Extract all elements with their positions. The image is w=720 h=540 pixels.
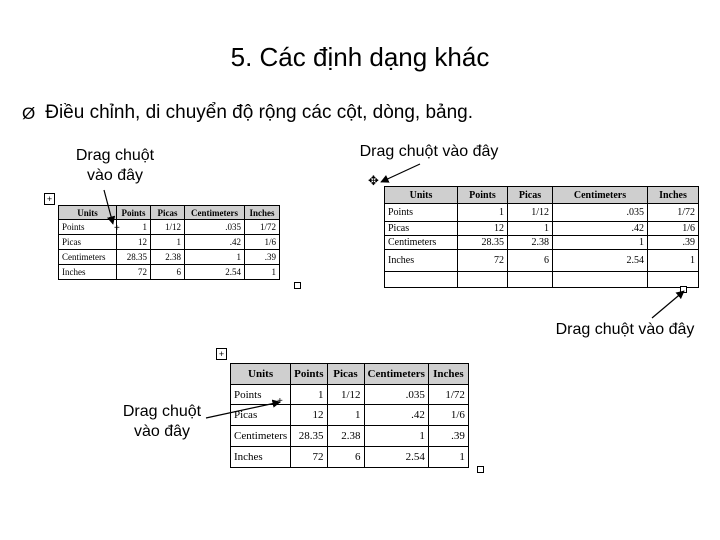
table-header-cell: Units xyxy=(231,364,291,385)
table-cell: 1 xyxy=(327,405,364,426)
table-cell: 1/72 xyxy=(245,220,280,235)
table-header-cell: Inches xyxy=(245,206,280,220)
arrow-table-resize xyxy=(652,291,684,318)
table-cell: .39 xyxy=(245,250,280,265)
table-header-cell: Points xyxy=(117,206,151,220)
table-cell: 1/72 xyxy=(428,385,468,405)
table-cell: Centimeters xyxy=(59,250,117,265)
table-cell: 1/12 xyxy=(508,204,553,222)
table-cell: Points xyxy=(231,385,291,405)
table-cell: 12 xyxy=(458,222,508,236)
table-header-cell: Picas xyxy=(327,364,364,385)
table-cell: 28.35 xyxy=(117,250,151,265)
label-table-move: Drag chuột vào đây xyxy=(359,143,499,160)
table-cell: Centimeters xyxy=(385,236,458,250)
table-header-cell: Centimeters xyxy=(553,187,648,204)
table-header-cell: Points xyxy=(291,364,327,385)
slide-title: 5. Các định dạng khác xyxy=(230,42,490,72)
table-cell: 2.54 xyxy=(553,250,648,272)
table-cell: .035 xyxy=(185,220,245,235)
table-cell: 1/6 xyxy=(648,222,699,236)
arrow-table-move xyxy=(381,164,420,182)
table-cell: Inches xyxy=(385,250,458,272)
table-cell: Picas xyxy=(231,405,291,426)
arrow-row-drag xyxy=(206,402,280,418)
table-cell: 1 xyxy=(364,426,428,447)
table-header-cell: Picas xyxy=(508,187,553,204)
table-cell: 6 xyxy=(508,250,553,272)
table-cell: 1/12 xyxy=(151,220,185,235)
label-column-drag-line2: vào đây xyxy=(86,167,144,184)
table-cell: Picas xyxy=(59,235,117,250)
table-cell: 2.38 xyxy=(508,236,553,250)
table-cell: 1/6 xyxy=(428,405,468,426)
label-row-drag-line1: Drag chuột xyxy=(122,403,202,420)
table-cell: Inches xyxy=(231,447,291,468)
table-cell: .39 xyxy=(648,236,699,250)
label-row-drag-line2: vào đây xyxy=(133,423,191,440)
table-cell: 1/6 xyxy=(245,235,280,250)
table-cell: 2.54 xyxy=(364,447,428,468)
arrow-bullet-icon: Ø xyxy=(22,103,36,123)
table-cell: Points xyxy=(59,220,117,235)
table-header-cell: Inches xyxy=(648,187,699,204)
table-header-cell: Units xyxy=(59,206,117,220)
table-cell: 1 xyxy=(553,236,648,250)
table-cell: 1/12 xyxy=(327,385,364,405)
table-cell: Points xyxy=(385,204,458,222)
table-cell: 1 xyxy=(508,222,553,236)
column-resize-cursor-icon: + xyxy=(114,223,120,234)
table-cell: 1 xyxy=(185,250,245,265)
table-cell: 2.54 xyxy=(185,265,245,280)
table-cell: 2.38 xyxy=(327,426,364,447)
table-header-cell: Inches xyxy=(428,364,468,385)
table-cell: 6 xyxy=(151,265,185,280)
table-cell: 28.35 xyxy=(291,426,327,447)
table-cell: 1 xyxy=(428,447,468,468)
table-cell: 6 xyxy=(327,447,364,468)
table-cell: .42 xyxy=(364,405,428,426)
table-cell: 1 xyxy=(117,220,151,235)
row-resize-cursor-icon: + xyxy=(277,396,283,407)
table-cell: .42 xyxy=(185,235,245,250)
table-cell: 1 xyxy=(151,235,185,250)
arrow-column-drag xyxy=(104,190,113,224)
bullet-text: Điều chỉnh, di chuyển độ rộng các cột, dòng, bảng. xyxy=(45,102,474,123)
table-cell: 1 xyxy=(648,250,699,272)
table-cell: 72 xyxy=(291,447,327,468)
table-move-handle-3[interactable]: + xyxy=(216,348,227,360)
table-cell: .42 xyxy=(553,222,648,236)
table-cell: 1/72 xyxy=(648,204,699,222)
table-cell: Centimeters xyxy=(231,426,291,447)
table-cell: 72 xyxy=(458,250,508,272)
table-cell: 72 xyxy=(117,265,151,280)
table-header-cell: Points xyxy=(458,187,508,204)
table-header-cell: Centimeters xyxy=(185,206,245,220)
table-header-cell: Centimeters xyxy=(364,364,428,385)
table-cell: 28.35 xyxy=(458,236,508,250)
table-cell: 12 xyxy=(291,405,327,426)
table-cell: .39 xyxy=(428,426,468,447)
table-cell: Inches xyxy=(59,265,117,280)
table-header-cell: Picas xyxy=(151,206,185,220)
table-cell: 1 xyxy=(458,204,508,222)
table-cell: 2.38 xyxy=(151,250,185,265)
table-cell: .035 xyxy=(553,204,648,222)
table-cell: Picas xyxy=(385,222,458,236)
table-cell: 1 xyxy=(245,265,280,280)
move-cursor-icon: ✥ xyxy=(368,173,379,188)
label-column-drag-line1: Drag chuột xyxy=(75,147,155,164)
label-table-resize: Drag chuột vào đây xyxy=(555,321,695,338)
table-move-handle-1[interactable]: + xyxy=(44,193,55,205)
table-cell: 12 xyxy=(117,235,151,250)
table-cell: 1 xyxy=(291,385,327,405)
table-cell: .035 xyxy=(364,385,428,405)
table-header-cell: Units xyxy=(385,187,458,204)
